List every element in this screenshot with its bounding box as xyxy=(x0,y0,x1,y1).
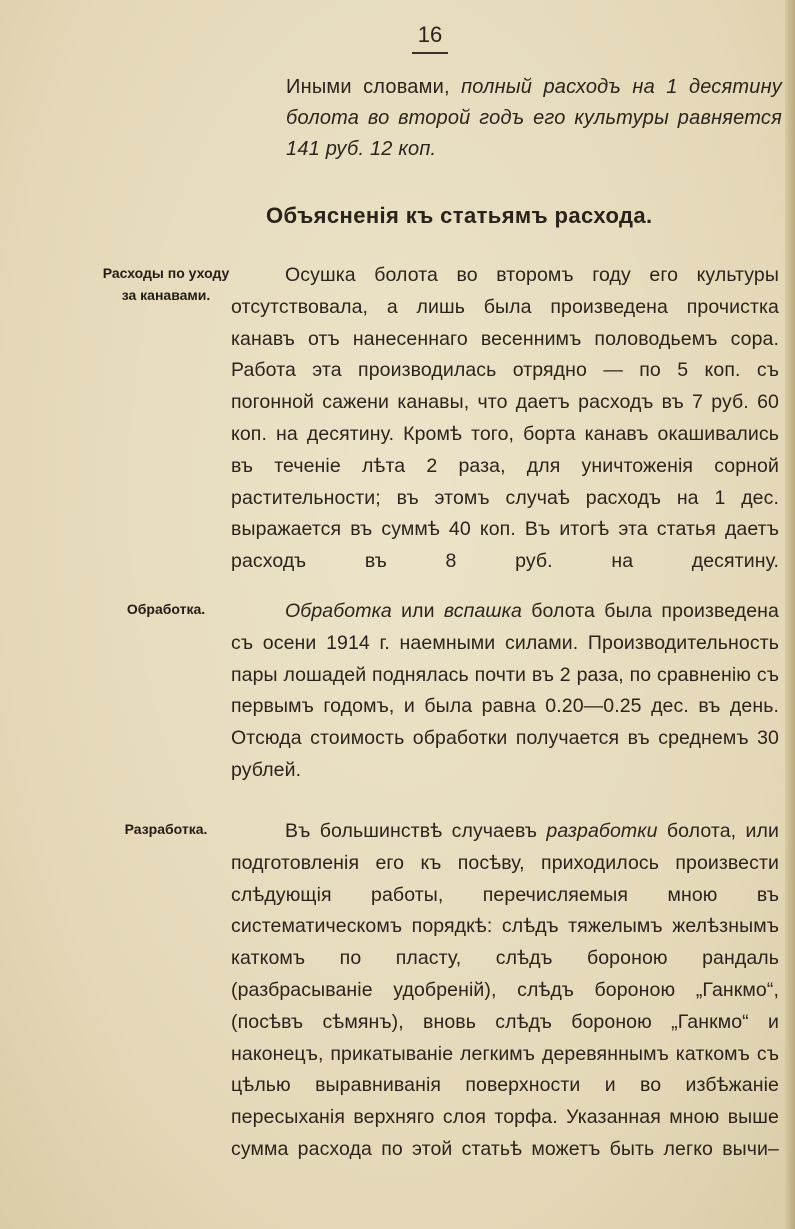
paragraph-development-text: болота, или подготовленія его къ посѣву, приходилось произвести слѣдующія работы, перечисляемыя мною въ систематическомъ порядкѣ: слѣдъ тяжелымъ желѣзнымъ каткомъ по пласту, слѣдъ бороною рандаль (разбрасываніе удобреній), слѣдъ бороною „Ганкмо“, (посѣвъ сѣмянъ), вновь слѣдъ бороною „Ганкмо“ и наконецъ, прикатываніе легкимъ деревяннымъ каткомъ съ цѣлью выравниванія поверхности и во избѣжаніе пересыханія верхняго слоя торфа. Указанная мною выше сумма расхода по этой статьѣ можетъ быть легко вычи– xyxy=(231,820,779,1160)
paragraph-tillage-text: болота была произведена съ осени 1914 г. наемными силами. Производительность пары лошадей поднялась почти въ 2 раза, по сравненію съ первымъ годомъ, и была равна 0.20—0.25 дес. въ день. Отсюда стоимость обработки получается въ среднемъ 30 рублей. xyxy=(231,600,779,781)
page-edge xyxy=(785,0,795,1229)
page-number-rule xyxy=(412,52,448,54)
sidenote-ditches: Расходы по уходу за канавами. xyxy=(102,265,230,303)
paragraph-development-lead: Въ большинствѣ случаевъ xyxy=(285,820,547,842)
summary-paragraph xyxy=(286,72,782,165)
summary-emphasis: полный расходъ на 1 десятину болота во второй годъ его культуры равняется 141 руб. 12 коп. xyxy=(286,76,782,160)
paragraph-development xyxy=(231,816,779,1166)
paragraph-ditches xyxy=(231,260,779,578)
sidenote-tillage: Обработка. xyxy=(126,601,206,617)
paragraph-tillage-mid: или xyxy=(391,600,444,622)
page-number: 16 xyxy=(417,22,443,47)
sidenote-development: Разработка. xyxy=(124,821,208,837)
paragraph-tillage xyxy=(231,596,779,787)
section-heading: Объясненія къ статьямъ расхода. xyxy=(266,203,653,228)
paragraph-ditches-text: Осушка болота во второмъ году его культуры отсутствовала, а лишь была произведена прочистка канавъ отъ нанесеннаго весеннимъ половодьемъ сора. Работа эта производилась отрядно — по 5 коп. съ погонной сажени канавы, что даетъ расходъ въ 7 руб. 60 коп. на десятину. Кромѣ того, борта канавъ окашивались въ теченіе лѣта 2 раза, для уничтоженія сорной растительности; въ этомъ случаѣ расходъ на 1 дес. выражается въ суммѣ 40 коп. Въ итогѣ эта статья даетъ расходъ въ 8 руб. на десятину. xyxy=(231,264,779,573)
term-ploughing: вспашка xyxy=(443,600,522,622)
summary-lead: Иными словами, xyxy=(286,76,462,98)
term-development: разработки xyxy=(546,820,658,842)
term-tillage: Обработка xyxy=(285,600,392,622)
